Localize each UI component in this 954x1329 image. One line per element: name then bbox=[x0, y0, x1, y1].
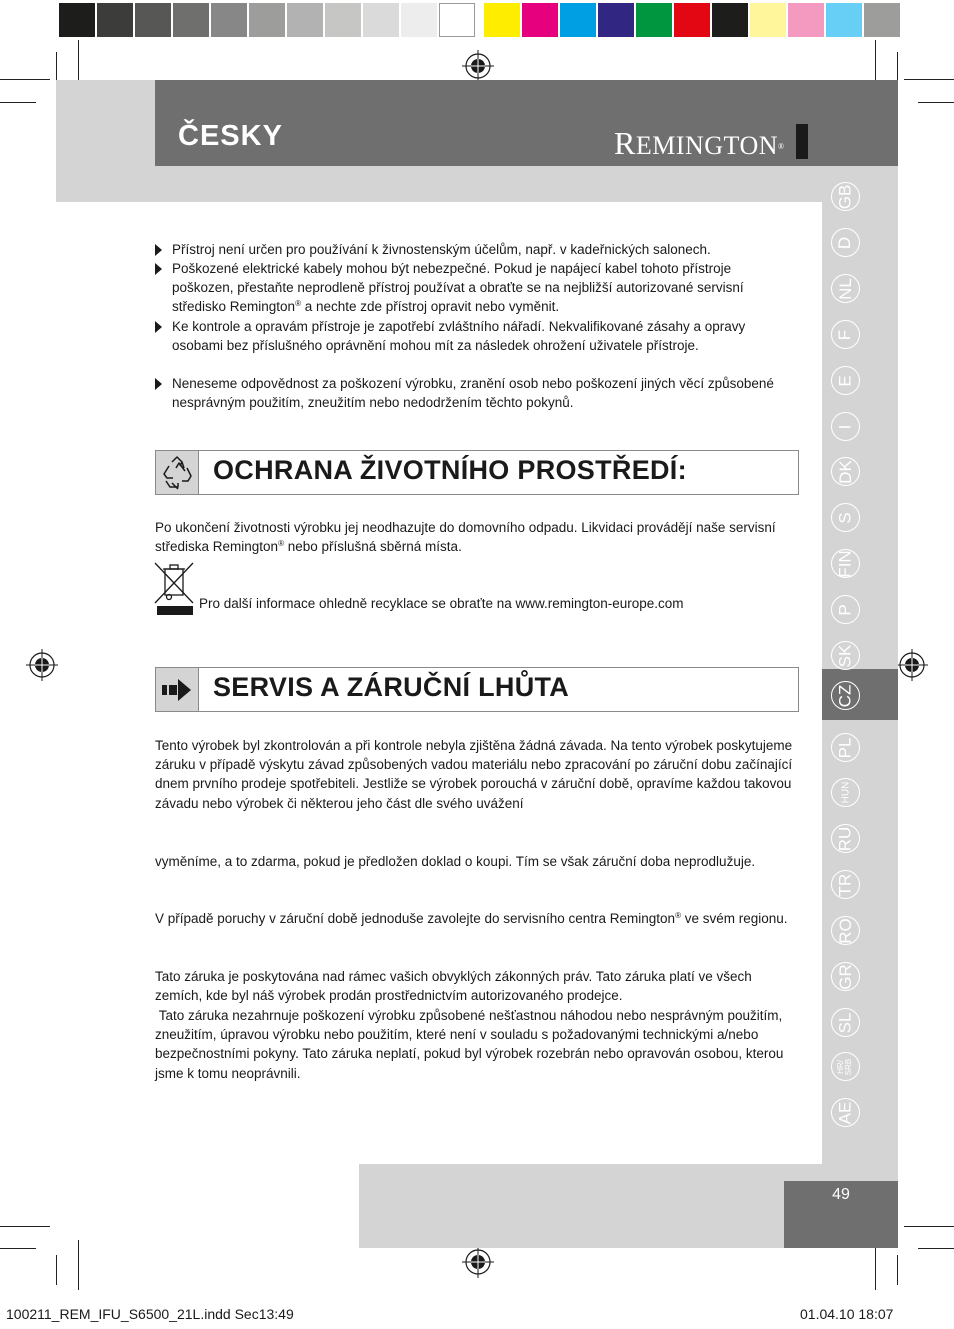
language-tab-f[interactable]: F bbox=[831, 320, 860, 349]
list-item bbox=[155, 240, 795, 259]
brand-logo: REMINGTON® bbox=[614, 125, 785, 161]
color-swatch bbox=[598, 3, 634, 37]
bullet-text: Neneseme odpovědnost za poškození výrobku, zranění osob nebo poškození jiných věcí způsobené nesprávným použitím, zneužitím nebo nedodržením těchto pokynů. bbox=[172, 376, 774, 411]
environment-paragraph: Po ukončení životnosti výrobku jej neodhazujte do domovního odpadu. Likvidaci provádějí naše servisní střediska Remington® nebo příslušná sběrná místa. bbox=[155, 520, 776, 555]
color-swatch bbox=[135, 3, 171, 37]
color-swatch bbox=[59, 3, 95, 37]
language-tab-hun[interactable]: HUN bbox=[831, 778, 860, 807]
language-tab-d[interactable]: D bbox=[831, 228, 860, 257]
color-swatch bbox=[788, 3, 824, 37]
color-swatch bbox=[211, 3, 247, 37]
print-file-info: 100211_REM_IFU_S6500_21L.indd Sec13:49 bbox=[6, 1306, 294, 1322]
color-swatch bbox=[173, 3, 209, 37]
registration-mark-icon bbox=[896, 649, 928, 681]
bullet-text: Ke kontrole a opravám přístroje je zapotřebí zvláštního nářadí. Nekvalifikované zásahy a opravy osobami bez příslušného oprávnění mohou mít za následek ohrožení uživatele přístroje. bbox=[172, 319, 746, 354]
color-swatch bbox=[560, 3, 596, 37]
language-tab-gb[interactable]: GB bbox=[831, 182, 860, 211]
color-swatch bbox=[249, 3, 285, 37]
color-swatch bbox=[325, 3, 361, 37]
crop-mark bbox=[56, 1255, 57, 1285]
registration-mark-icon bbox=[26, 649, 58, 681]
crop-mark bbox=[904, 1226, 954, 1227]
registration-mark-icon bbox=[462, 50, 494, 82]
language-tab-i[interactable]: I bbox=[831, 412, 860, 441]
language-tab-ru[interactable]: RU bbox=[831, 824, 860, 853]
bullet-text: Poškozené elektrické kabely mohou být nebezpečné. Pokud je napájecí kabel tohoto přístroje poškozen, přestaňte neprodleně přístroj používat a obraťte se na nejbližší autorizované servisní středisko Remington® a nechte zde přístroj opravit nebo vyměnit. bbox=[172, 261, 744, 315]
print-date: 01.04.10 18:07 bbox=[800, 1306, 894, 1322]
color-swatch bbox=[864, 3, 900, 37]
crop-mark bbox=[918, 1248, 954, 1249]
crop-mark bbox=[0, 79, 50, 80]
bullet-triangle-icon bbox=[155, 378, 162, 390]
warranty-paragraph: Tento výrobek byl zkontrolován a při kontrole nebyla zjištěna žádná závada. Na tento výrobek poskytujeme záruku v případě výskytu závad způsobených vadou materiálu nebo zpracování po záruční dobu začínající dnem prvního prodeje spotřebiteli. Jestliže se výrobek porouchá v záruční době, opravíme každou takovou závadu nebo výrobek či některou jeho část dle svého uvážení bbox=[155, 738, 793, 811]
crossed-bin-icon bbox=[153, 561, 195, 617]
color-swatch bbox=[287, 3, 323, 37]
list-item bbox=[155, 259, 795, 317]
page-number: 49 bbox=[832, 1186, 850, 1203]
language-tab-cz[interactable]: CZ bbox=[831, 681, 860, 710]
color-swatch bbox=[522, 3, 558, 37]
language-tab-nl[interactable]: NL bbox=[831, 274, 860, 303]
bullet-text: Přístroj není určen pro používání k živnostenským účelům, např. v kadeřnických salonech. bbox=[172, 242, 711, 257]
arrow-right-icon bbox=[156, 668, 199, 711]
crop-mark bbox=[897, 1255, 898, 1285]
language-tab-ae[interactable]: AE bbox=[831, 1098, 860, 1127]
color-swatch bbox=[401, 3, 437, 37]
color-swatch bbox=[712, 3, 748, 37]
language-tab-e[interactable]: E bbox=[831, 366, 860, 395]
service-section-header bbox=[155, 667, 799, 712]
language-tab-dk[interactable]: DK bbox=[831, 457, 860, 486]
color-swatch bbox=[97, 3, 133, 37]
color-swatch bbox=[636, 3, 672, 37]
language-tab-gr[interactable]: GR bbox=[831, 962, 860, 991]
section-title: OCHRANA ŽIVOTNÍHO PROSTŘEDÍ: bbox=[213, 455, 687, 485]
language-tab-fin[interactable]: FIN bbox=[831, 549, 860, 578]
color-swatch bbox=[750, 3, 786, 37]
language-tab-sl[interactable]: SL bbox=[831, 1008, 860, 1037]
crop-mark bbox=[0, 102, 36, 103]
language-tab-hr-srb[interactable]: HR/ SRB bbox=[831, 1052, 860, 1081]
language-tab-pl[interactable]: PL bbox=[831, 733, 860, 762]
warranty-paragraph: V případě poruchy v záruční době jednoduše zavolejte do servisního centra Remington® ve svém regionu. bbox=[155, 911, 788, 926]
bullet-triangle-icon bbox=[155, 244, 162, 256]
page-title: ČESKY bbox=[178, 120, 283, 152]
language-tab-tr[interactable]: TR bbox=[831, 870, 860, 899]
language-tab-s[interactable]: S bbox=[831, 503, 860, 532]
warranty-paragraph: vyměníme, a to zdarma, pokud je předložen doklad o koupi. Tím se však záruční doba neprodlužuje. bbox=[155, 854, 756, 869]
registration-mark-icon bbox=[462, 1246, 494, 1278]
crop-mark bbox=[904, 79, 954, 80]
section-title: SERVIS A ZÁRUČNÍ LHŮTA bbox=[213, 672, 570, 702]
color-swatch bbox=[363, 3, 399, 37]
recycling-info-text: Pro další informace ohledně recyklace se obraťte na www.remington-europe.com bbox=[199, 596, 684, 611]
bullet-triangle-icon bbox=[155, 263, 162, 275]
list-item bbox=[155, 317, 795, 355]
brand-logo-bar bbox=[796, 124, 808, 159]
warranty-paragraph: Tato záruka je poskytována nad rámec vašich obvyklých zákonných práv. Tato záruka platí ve všech zemích, kde byl náš výrobek prodán prostřednictvím autorizovaného prodejce. bbox=[155, 969, 752, 1004]
crop-mark bbox=[897, 52, 898, 82]
crop-mark bbox=[56, 52, 57, 82]
list-item bbox=[155, 374, 795, 412]
recycle-icon bbox=[156, 451, 199, 494]
crop-mark bbox=[0, 1226, 50, 1227]
language-tab-p[interactable]: P bbox=[831, 595, 860, 624]
crop-mark bbox=[918, 102, 954, 103]
environment-section-header bbox=[155, 450, 799, 495]
color-swatch bbox=[826, 3, 862, 37]
color-swatch bbox=[674, 3, 710, 37]
color-swatch bbox=[484, 3, 520, 37]
color-swatch bbox=[439, 3, 475, 37]
warranty-paragraph: Tato záruka nezahrnuje poškození výrobku způsobené nešťastnou náhodou nebo nesprávným použitím, zneužitím, úpravou výrobku nebo použitím, které není v souladu s požadovanými technickými a/nebo bezpečnostními pokyny. Tato záruka neplatí, pokud byl výrobek rozebrán nebo opravován osobou, kterou jsme k tomu neoprávnili. bbox=[155, 1008, 788, 1081]
crop-mark bbox=[78, 1240, 79, 1290]
bullet-triangle-icon bbox=[155, 321, 162, 333]
crop-mark bbox=[0, 1248, 36, 1249]
language-tab-ro[interactable]: RO bbox=[831, 916, 860, 945]
language-tab-sk[interactable]: SK bbox=[831, 641, 860, 670]
